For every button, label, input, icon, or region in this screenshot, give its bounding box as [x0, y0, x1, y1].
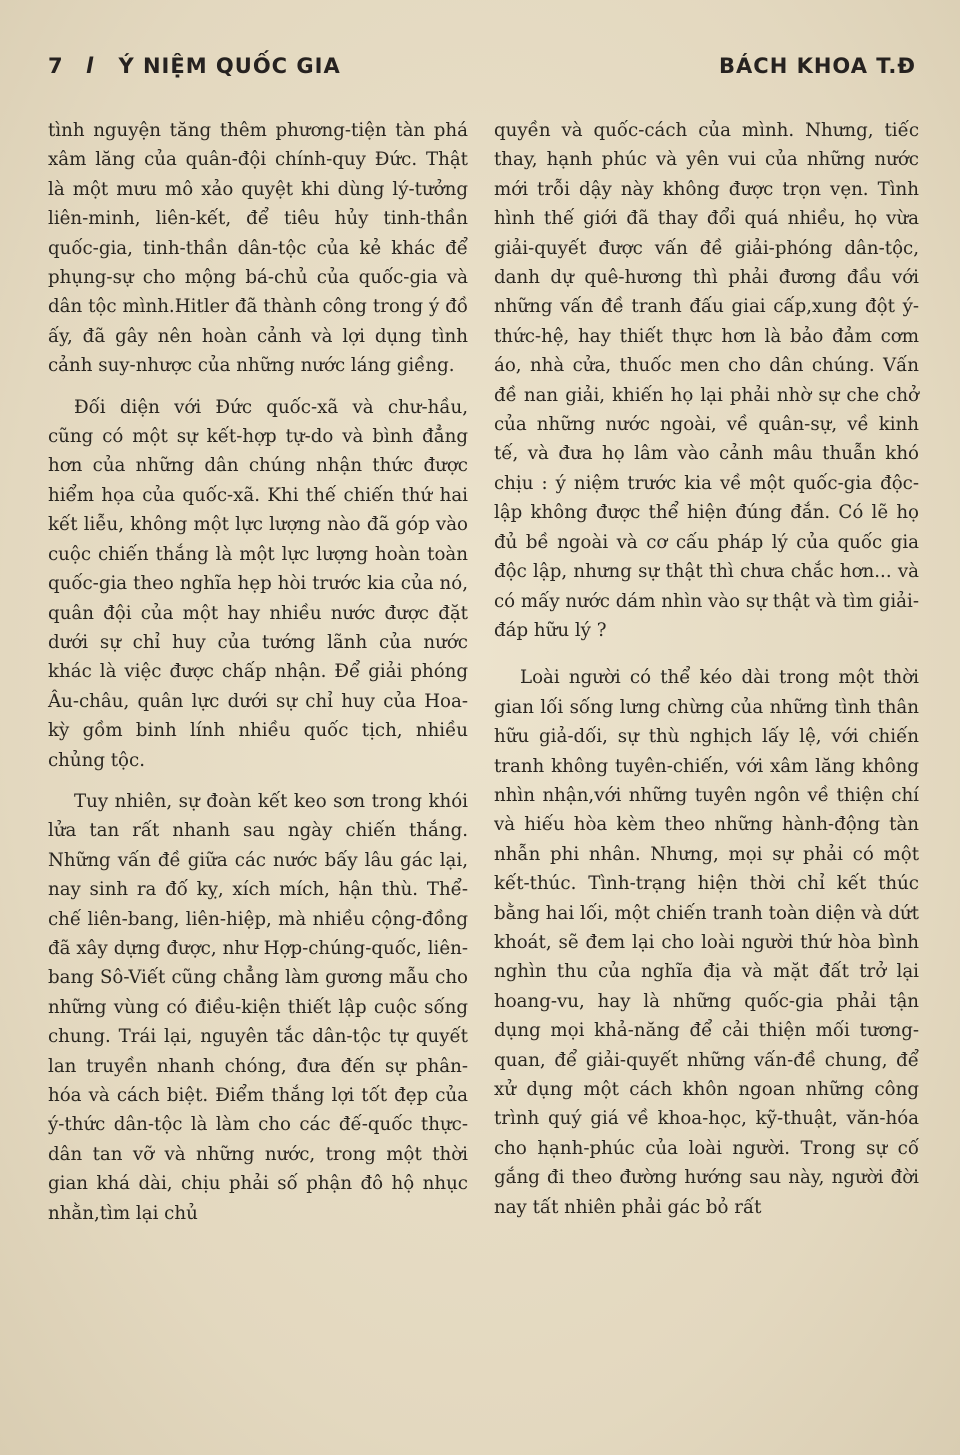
- right-paragraph-1: quyền và quốc-cách của mình. Nhưng, tiếc thay, hạnh phúc và yên vui của những nước mới trỗi dậy này không được trọn vẹn. Tình hình thế giới đã thay đổi quá nhiều, họ vừa giải-quyết được vấn đề giải-phóng dân-tộc, danh dự quê-hương thì phải đương đầu với những vấn đề tranh đấu giai cấp,xung đột ý-thức-hệ, hay thiết thực hơn là bảo đảm cơm áo, nhà cửa, thuốc men cho dân chúng. Vấn đề nan giải, khiến họ lại phải nhờ sự che chở của những nước ngoài, về quân-sự, về kinh tế, và đưa họ lâm vào cảnh mâu thuẫn khó chịu : ý niệm trước kia về một quốc-gia độc-lập không được thể hiện đúng đắn. Có lẽ họ đủ bề ngoài và cơ cấu pháp lý của quốc gia độc lập, nhưng sự thật thì chưa chắc hơn... và có mấy nước dám nhìn vào sự thật và tìm giải-đáp hữu lý ?: [494, 120, 919, 641]
- right-column: [494, 116, 919, 1222]
- journal-title: BÁCH KHOA T.Đ: [719, 54, 916, 78]
- left-paragraph-1: tình nguyện tăng thêm phương-tiện tàn phá xâm lăng của quân-đội chính-quy Đức. Thật là một mưu mô xảo quyệt khi dùng lý-tưởng liên-minh, liên-kết, để tiêu hủy tinh-thần quốc-gia, tinh-thần dân-tộc của kẻ khác để phụng-sự cho mộng bá-chủ của quốc-gia và dân tộc mình.Hitler đã thành công trong ý đồ ấy, đã gây nên hoàn cảnh và lợi dụng tình cảnh suy-nhược của những nước láng giềng.: [48, 120, 468, 377]
- left-paragraph-3: Tuy nhiên, sự đoàn kết keo sơn trong khói lửa tan rất nhanh sau ngày chiến thắng. Những vấn đề giữa các nước bấy lâu gác lại, nay sinh ra đố kỵ, xích mích, hận thù. Thể-chế liên-bang, liên-hiệp, mà nhiều cộng-đồng đã xây dựng được, như Hợp-chúng-quốc, liên-bang Sô-Viết cũng chẳng làm gương mẫu cho những vùng có điều-kiện thiết lập cuộc sống chung. Trái lại, nguyên tắc dân-tộc tự quyết lan truyền nhanh chóng, đưa đến sự phân-hóa và cách biệt. Điểm thắng lợi tốt đẹp của ý-thức dân-tộc là làm cho các đế-quốc thực-dân tan vỡ và những nước, trong một thời gian khá dài, chịu phải số phận đô hộ nhục nhằn,tìm lại chủ: [48, 790, 468, 1224]
- left-paragraph-2: Đối diện với Đức quốc-xã và chư-hầu, cũng có một sự kết-hợp tự-do và bình đẳng hơn của những dân chúng nhận thức được hiểm họa của quốc-xã. Khi thế chiến thứ hai kết liễu, không một lực lượng nào đã góp vào cuộc chiến thắng là một lực lượng hoàn toàn quốc-gia theo nghĩa hẹp hòi trước kia của nó, quân đội của một hay nhiều nước được đặt dưới sự chỉ huy của tướng lãnh của nước khác là việc được chấp nhận. Để giải phóng Âu-châu, quân lực dưới sự chỉ huy của Hoa-kỳ gồm binh lính nhiều quốc tịch, nhiều chủng tộc.: [48, 396, 468, 771]
- running-title: Ý NIỆM QUỐC GIA: [118, 54, 341, 78]
- right-paragraph-2: Loài người có thể kéo dài trong một thời gian lối sống lưng chừng của những tình thân hữu giả-dối, sự thù nghịch lấy lệ, với chiến tranh không tuyên-chiến, với xâm lăng không nhìn nhận,với những tuyên ngôn về thiện chí và hiếu hòa kèm theo những hành-động tàn nhẫn phi nhân. Nhưng, mọi sự phải có một kết-thúc. Tình-trạng hiện thời chỉ kết thúc bằng hai lối, một chiến tranh toàn diện và dứt khoát, sẽ đem lại cho loài người thứ hòa bình nghìn thu của nghĩa địa và mặt đất trở lại hoang-vu, hay là những quốc-gia phải tận dụng mọi khả-năng để cải thiện mối tương-quan, để giải-quyết những vấn-đề chung, để xử dụng một cách khôn ngoan những công trình quý giá về khoa-học, kỹ-thuật, văn-hóa cho hạnh-phúc của loài người. Trong sự cố gắng đi theo đường hướng sau này, người đời nay tất nhiên phải gác bỏ rất: [494, 667, 919, 1218]
- page-number: 7: [48, 54, 64, 78]
- left-column: [48, 116, 468, 1228]
- header-separator: l: [85, 54, 95, 78]
- header-left: [48, 54, 341, 78]
- page-header: [48, 54, 916, 88]
